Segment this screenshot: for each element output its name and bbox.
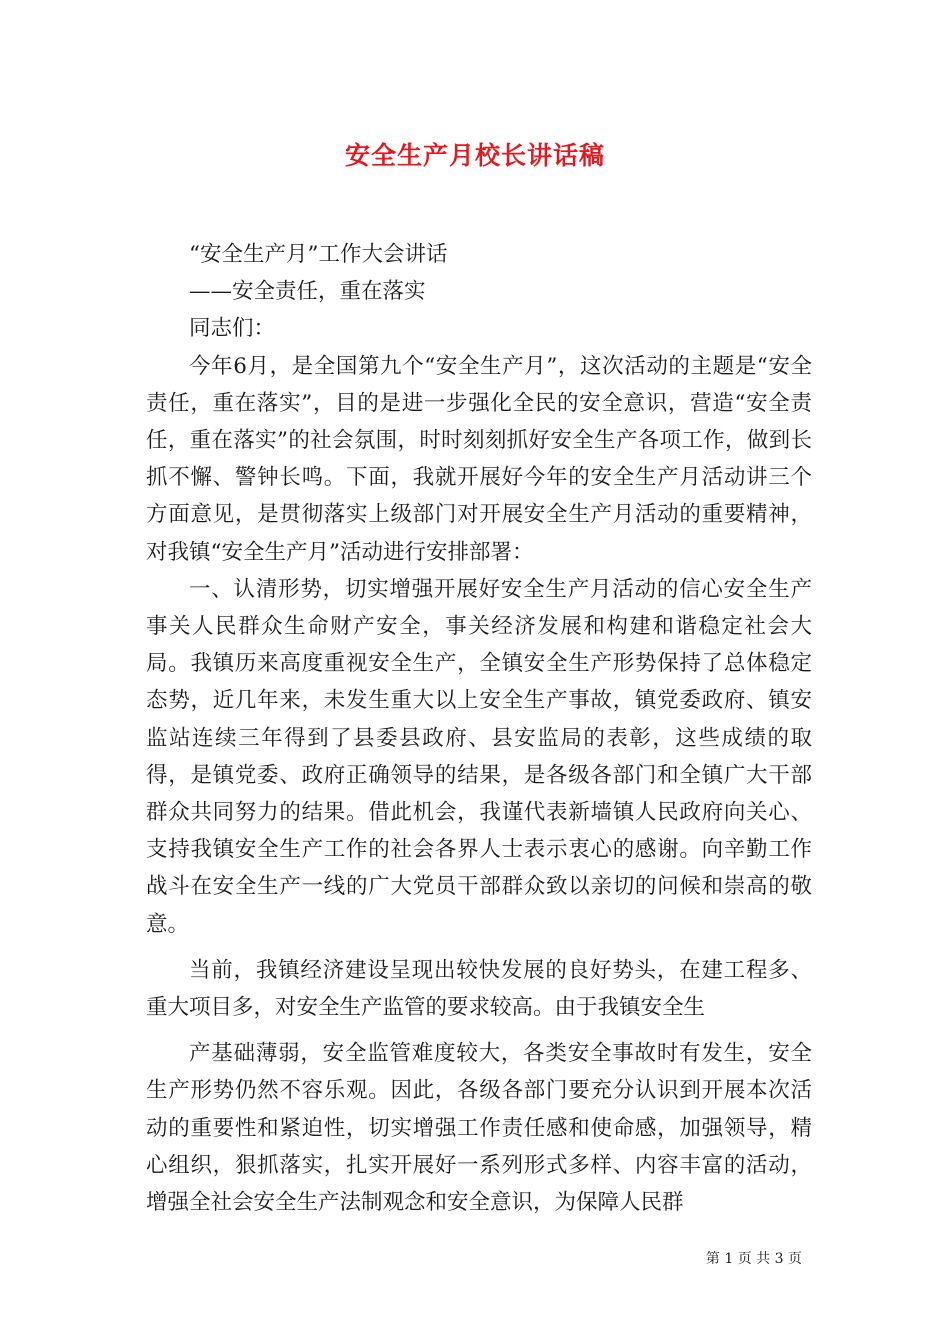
paragraph-current-situation: 当前，我镇经济建设呈现出较快发展的良好势头，在建工程多、重大项目多，对安全生产监管的要求较高。由于我镇安全生 (146, 957, 812, 1021)
paragraph-continuation: 产基础薄弱，安全监管难度较大，各类安全事故时有发生，安全生产形势仍然不容乐观。因此，各级各部门要充分认识到开展本次活动的重要性和紧迫性，切实增强工作责任感和使命感，加强领导，精心组织，狠抓落实，扎实开展好一系列形式多样、内容丰富的活动，增强全社会安全生产法制观念和安全意识，为保障人民群 (146, 1041, 812, 1216)
page-number: 第 1 页 共 3 页 (705, 1251, 802, 1267)
speech-subtitle: ——安全责任，重在落实 (189, 279, 426, 305)
document-body (146, 236, 812, 1221)
salutation: 同志们： (189, 316, 276, 342)
speech-heading: “安全生产月”工作大会讲话 (189, 242, 448, 267)
paragraph-section-one: 一、认清形势，切实增强开展好安全生产月活动的信心安全生产事关人民群众生命财产安全，事关经济发展和构建和谐稳定社会大局。我镇历来高度重视安全生产，全镇安全生产形势保持了总体稳定态势，近几年来，未发生重大以上安全生产事故，镇党委政府、镇安监站连续三年得到了县委县政府、县安监局的表彰，这些成绩的取得，是镇党委、政府正确领导的结果，是各级各部门和全镇广大干部群众共同努力的结果。借此机会，我谨代表新墙镇人民政府向关心、支持我镇安全生产工作的社会各界人士表示衷心的感谢。向辛勤工作战斗在安全生产一线的广大党员干部群众致以亲切的问候和崇高的敬意。 (146, 576, 812, 937)
paragraph-intro: 今年6月，是全国第九个“安全生产月”，这次活动的主题是“安全责任，重在落实”，目的是进一步强化全民的安全意识，营造“安全责任，重在落实”的社会氛围，时时刻刻抓好安全生产各项工作，做到长抓不懈、警钟长鸣。下面，我就开展好今年的安全生产月活动讲三个方面意见，是贯彻落实上级部门对开展安全生产月活动的重要精神，对我镇“安全生产月”活动进行安排部署： (146, 353, 812, 565)
document-title: 安全生产月校长讲话稿 (344, 141, 605, 170)
